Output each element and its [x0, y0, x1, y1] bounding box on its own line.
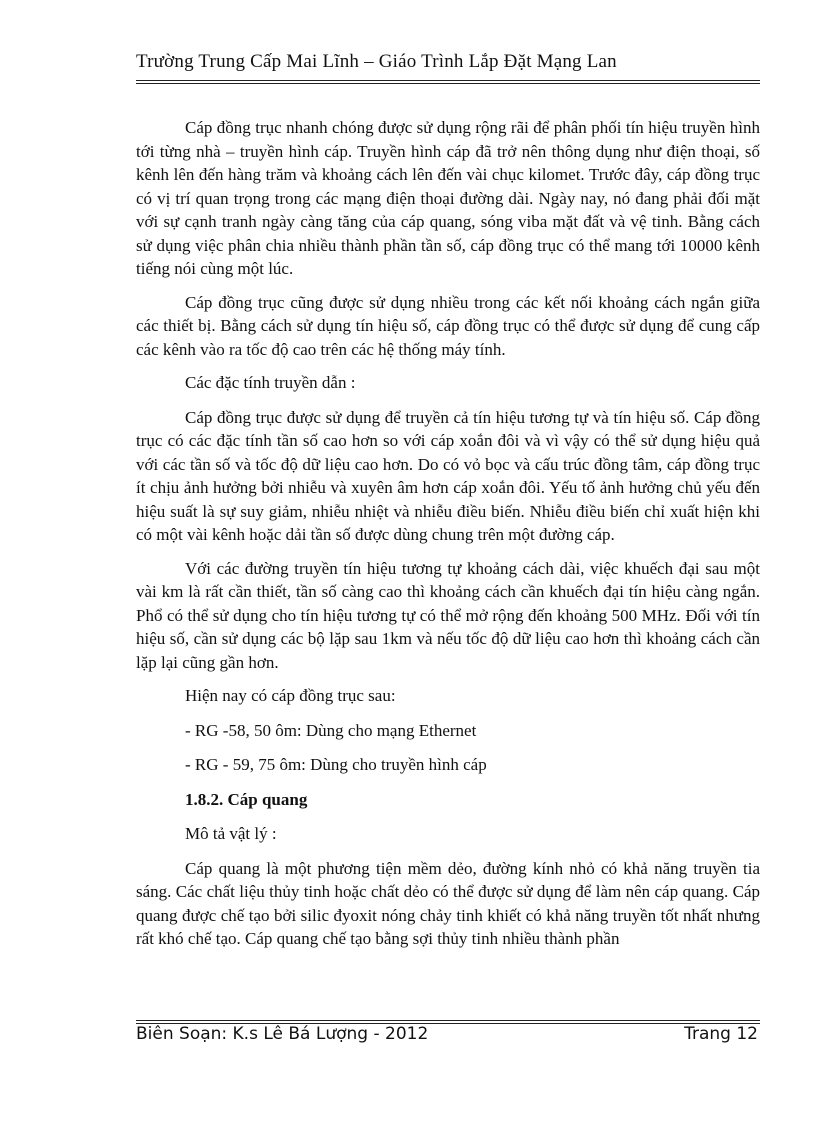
paragraph-4: Cáp đồng trục được sử dụng để truyền cả tín hiệu tương tự và tín hiệu số. Cáp đồng trục có các đặc tính tần số cao hơn so với cáp xoắn đôi và vì vậy có thể sử dụng hiệu quả với các tần số và tốc độ dữ liệu cao hơn. Do có vỏ bọc và cấu trúc đồng tâm, cáp đồng trục ít chịu ảnh hưởng bởi nhiễu và xuyên âm hơn cáp xoắn đôi. Yếu tố ảnh hưởng chủ yếu đến hiệu suất là sự suy giảm, nhiễu nhiệt và nhiễu điều biến. Nhiễu điều biến chỉ xuất hiện khi có một vài kênh hoặc dải tần số được dùng chung trên một đường cáp. [136, 407, 760, 544]
paragraph-8: Cáp quang là một phương tiện mềm dẻo, đường kính nhỏ có khả năng truyền tia sáng. Các chất liệu thủy tinh hoặc chất dẻo có thể được sử dụng để làm nên cáp quang. Cáp quang được chế tạo bởi silic đyoxit nóng chảy tinh khiết có khả năng truyền tốt nhất nhưng rất khó chế tạo. Cáp quang chế tạo bằng sợi thủy tinh nhiều thành phần [136, 858, 760, 948]
header-divider [136, 80, 760, 84]
paragraph-1: Cáp đồng trục nhanh chóng được sử dụng rộng rãi để phân phối tín hiệu truyền hình tới từng nhà – truyền hình cáp. Truyền hình cáp đã trở nên thông dụng như điện thoại, số kênh lên đến hàng trăm và khoảng cách lên đến vài chục kilomet. Trước đây, cáp đồng trục có vị trí quan trọng trong các mạng điện thoại đường dài. Ngày nay, nó đang phải đối mặt với sự cạnh tranh ngày càng tăng của cáp quang, sóng viba mặt đất và vệ tinh. Bằng cách sử dụng việc phân chia nhiều thành phần tần số, cáp đồng trục có thể mang tới 10000 kênh tiếng nói cùng một lúc. [136, 118, 760, 278]
paragraph-6: Hiện nay có cáp đồng trục sau: [185, 686, 396, 705]
page-content [136, 116, 760, 961]
paragraph-3: Các đặc tính truyền dẫn : [185, 373, 356, 392]
footer-author: Biên Soạn: K.s Lê Bá Lượng - 2012 [136, 1024, 429, 1044]
page-header-title: Trường Trung Cấp Mai Lĩnh – Giáo Trình Lắp Đặt Mạng Lan [136, 51, 617, 72]
list-item-rg58: - RG -58, 50 ôm: Dùng cho mạng Ethernet [185, 720, 477, 740]
paragraph-5: Với các đường truyền tín hiệu tương tự khoảng cách dài, việc khuếch đại sau một vài km là rất cần thiết, tần số càng cao thì khoảng cách cần khuếch đại tín hiệu càng ngắn. Phổ có thể sử dụng cho tín hiệu tương tự có thể mở rộng đến khoảng 500 MHz. Đối với tín hiệu số, cần sử dụng các bộ lặp sau 1km và nếu tốc độ dữ liệu cao hơn thì khoảng cách cần lặp lại cũng gần hơn. [136, 558, 760, 672]
footer-page-number: Trang 12 [684, 1024, 758, 1044]
paragraph-7: Mô tả vật lý : [185, 824, 277, 843]
paragraph-2: Cáp đồng trục cũng được sử dụng nhiều trong các kết nối khoảng cách ngắn giữa các thiết bị. Bằng cách sử dụng tín hiệu số, cáp đồng trục có thể được sử dụng để cung cấp các kênh vào ra tốc độ cao trên các hệ thống máy tính. [136, 292, 760, 359]
section-heading: 1.8.2. Cáp quang [185, 789, 308, 809]
list-item-rg59: - RG - 59, 75 ôm: Dùng cho truyền hình cáp [185, 755, 487, 774]
